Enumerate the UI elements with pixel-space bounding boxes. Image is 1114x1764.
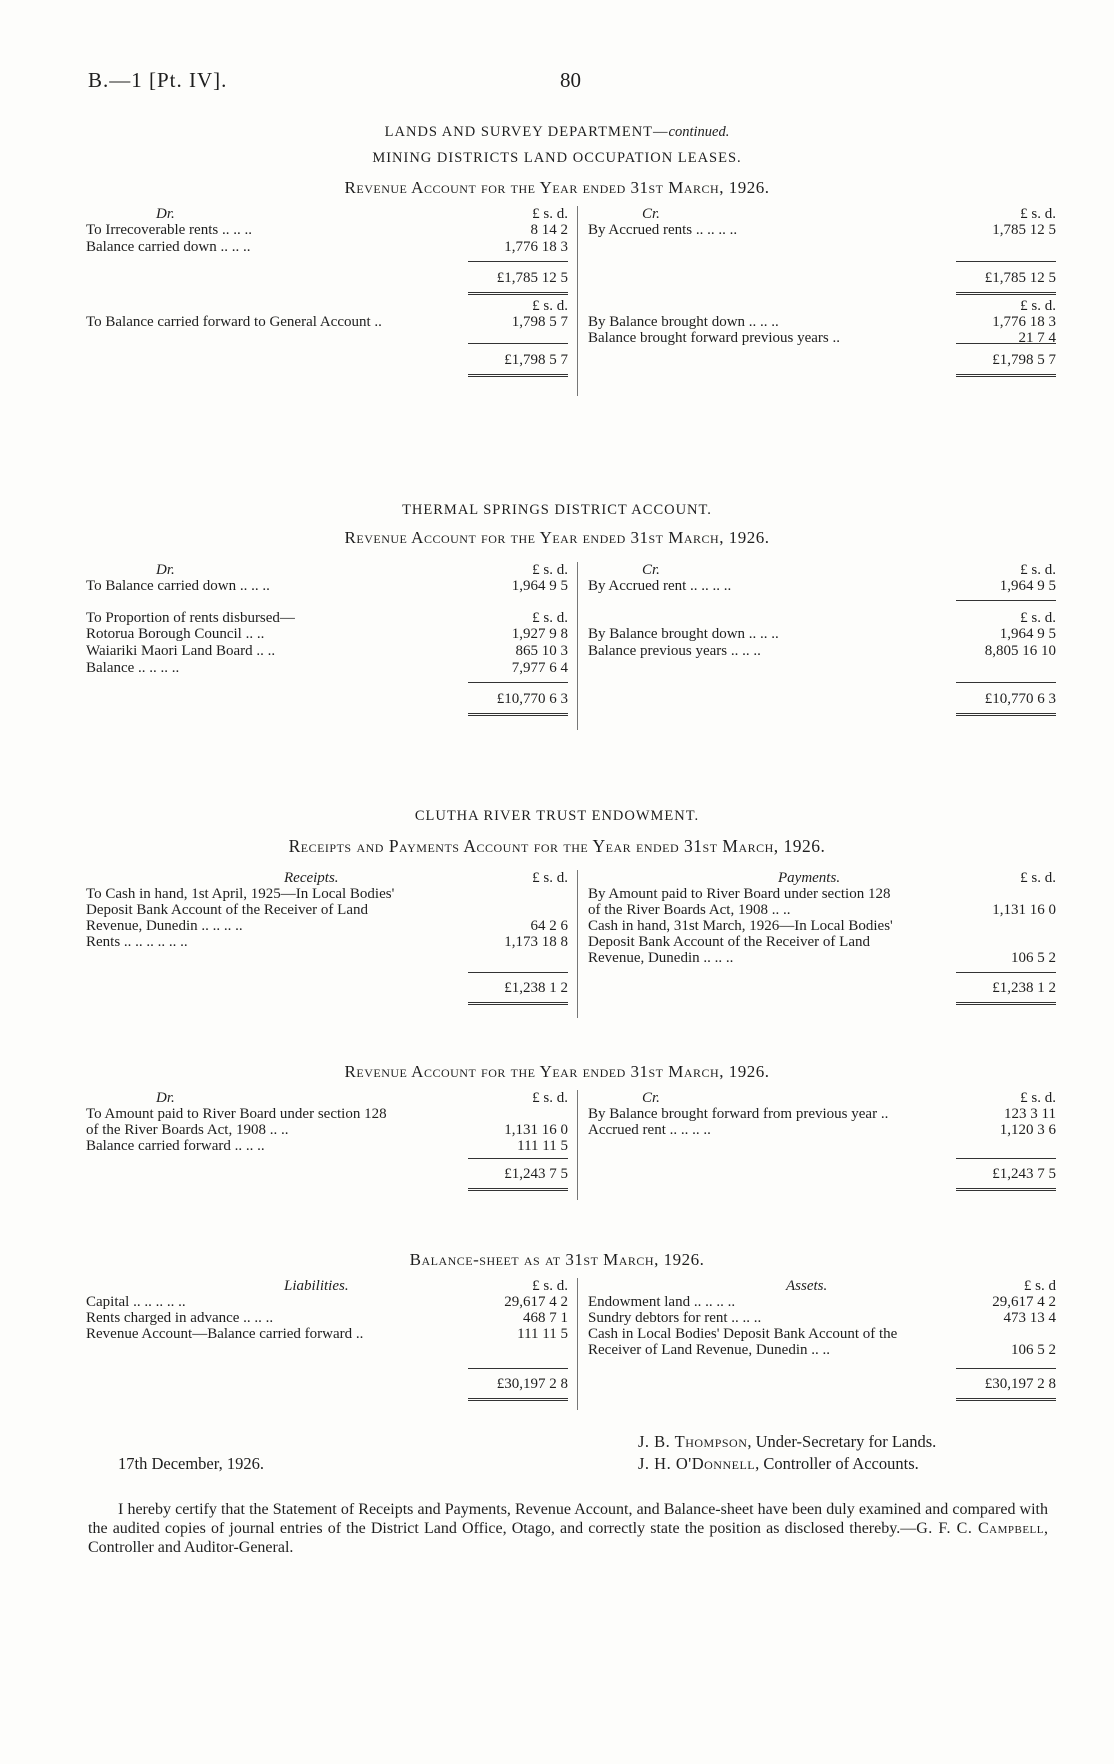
ledger-row	[86, 239, 568, 256]
row-amount: 21 7 4	[1018, 330, 1056, 346]
auditor-name: G. F. C. Campbell	[916, 1520, 1044, 1537]
total-row	[86, 270, 568, 287]
row-amount: 1,173 18 8	[504, 934, 568, 950]
ledger-row	[588, 1106, 1056, 1123]
total-row	[86, 980, 568, 997]
total-row	[588, 1376, 1056, 1393]
section-subtitle: Receipts and Payments Account for the Year ended 31st March, 1926.	[288, 836, 826, 856]
total-amount: £1,785 12 5	[984, 270, 1056, 286]
row-amount: 1,131 16 0	[504, 1122, 568, 1138]
row-label: By Balance brought forward from previous year ..	[588, 1106, 889, 1122]
signatory-title: , Controller of Accounts.	[755, 1454, 919, 1473]
ledger-row	[588, 222, 1056, 239]
row-label: Deposit Bank Account of the Receiver of Land	[86, 902, 368, 918]
row-label: To Irrecoverable rents .. .. ..	[86, 222, 252, 238]
row-amount: 1,964 9 5	[999, 578, 1056, 594]
ledger-row	[588, 918, 1056, 935]
ledger-row	[588, 578, 1056, 595]
row-label: Endowment land .. .. .. ..	[588, 1294, 736, 1310]
row-label: By Balance brought down .. .. ..	[588, 314, 779, 330]
row-label: To Balance carried down .. .. ..	[86, 578, 270, 594]
signatory-name: J. H. O'Donnell	[638, 1454, 756, 1473]
department-heading	[0, 124, 1114, 141]
ledger-row	[86, 643, 568, 660]
account-table	[86, 562, 1056, 730]
currency-columns: £ s. d.	[532, 1278, 568, 1294]
double-rule	[468, 713, 568, 716]
row-amount: 111 11 5	[517, 1326, 568, 1342]
section-subtitle: Revenue Account for the Year ended 31st March, 1926.	[344, 1062, 770, 1081]
row-label: of the River Boards Act, 1908 .. ..	[86, 1122, 289, 1138]
ledger-row	[588, 950, 1056, 967]
row-amount: 64 2 6	[530, 918, 568, 934]
ledger-row	[588, 1122, 1056, 1139]
continued-label: continued.	[668, 124, 730, 140]
document-date: 17th December, 1926.	[118, 1454, 264, 1473]
row-label: Waiariki Maori Land Board .. ..	[86, 643, 276, 659]
row-label: By Accrued rents .. .. .. ..	[588, 222, 738, 238]
total-row	[86, 1376, 568, 1393]
currency-columns: £ s. d.	[532, 610, 568, 626]
row-label: Cash in hand, 31st March, 1926—In Local Bodies'	[588, 918, 893, 934]
row-amount: 473 13 4	[1003, 1310, 1056, 1326]
double-rule	[468, 374, 568, 377]
section-title: MINING DISTRICTS LAND OCCUPATION LEASES.	[372, 150, 742, 166]
row-label: Capital .. .. .. .. ..	[86, 1294, 186, 1310]
total-row	[588, 270, 1056, 287]
row-amount: 29,617 4 2	[992, 1294, 1056, 1310]
currency-columns: £ s. d.	[1020, 610, 1056, 626]
row-label: Balance previous years .. .. ..	[588, 643, 761, 659]
row-label: Rents .. .. .. .. .. ..	[86, 934, 188, 950]
total-row	[86, 352, 568, 369]
row-amount: 106 5 2	[1011, 950, 1056, 966]
ledger-row	[86, 1294, 568, 1311]
row-amount: 1,964 9 5	[511, 578, 568, 594]
ledger-row	[86, 886, 568, 903]
total-amount: £1,238 1 2	[992, 980, 1056, 996]
row-label: By Amount paid to River Board under section 128	[588, 886, 891, 902]
account-table	[86, 1090, 1056, 1200]
row-label: Balance brought forward previous years ..	[588, 330, 840, 346]
column-divider	[577, 1278, 578, 1410]
ledger-row	[588, 886, 1056, 903]
row-amount: 1,785 12 5	[992, 222, 1056, 238]
total-amount: £1,798 5 7	[992, 352, 1056, 368]
ledger-row	[86, 902, 568, 919]
row-amount: 1,120 3 6	[999, 1122, 1056, 1138]
total-amount: £10,770 6 3	[496, 691, 568, 707]
ledger-row	[86, 314, 568, 331]
signatory-name: J. B. Thompson	[638, 1432, 748, 1451]
section-subtitle: Balance-sheet as at 31st March, 1926.	[409, 1250, 705, 1269]
row-label: Accrued rent .. .. .. ..	[588, 1122, 711, 1138]
ledger-row	[588, 1310, 1056, 1327]
double-rule	[468, 292, 568, 295]
row-label: Cash in Local Bodies' Deposit Bank Account of the	[588, 1326, 898, 1342]
rule	[468, 261, 568, 262]
section-title: CLUTHA RIVER TRUST ENDOWMENT.	[414, 808, 700, 824]
double-rule	[468, 1002, 568, 1005]
double-rule	[468, 1188, 568, 1191]
receipts-label: Receipts.	[284, 870, 339, 886]
section-subtitle: Revenue Account for the Year ended 31st March, 1926.	[344, 178, 770, 197]
ledger-row	[86, 1122, 568, 1139]
row-label: Rotorua Borough Council .. ..	[86, 626, 265, 642]
ledger-row	[86, 222, 568, 239]
rule	[956, 1158, 1056, 1159]
ledger-row	[86, 1138, 568, 1155]
row-label: To Balance carried forward to General Account ..	[86, 314, 382, 330]
row-label: Balance carried down .. .. ..	[86, 239, 251, 255]
row-amount: 29,617 4 2	[504, 1294, 568, 1310]
total-row	[588, 1166, 1056, 1183]
total-row	[86, 691, 568, 708]
row-label: Revenue Account—Balance carried forward ..	[86, 1326, 364, 1342]
row-amount: 1,776 18 3	[992, 314, 1056, 330]
auditor-title: , Controller and Auditor-General.	[88, 1520, 1048, 1556]
ledger-row	[588, 1294, 1056, 1311]
currency-columns: £ s. d.	[1020, 298, 1056, 314]
ledger-row	[588, 902, 1056, 919]
row-amount: 865 10 3	[515, 643, 568, 659]
balance-sheet-table	[86, 1278, 1056, 1410]
ledger-row	[86, 1310, 568, 1327]
double-rule	[956, 1398, 1056, 1401]
dr-label: Dr.	[156, 562, 175, 578]
rule	[468, 972, 568, 973]
double-rule	[956, 1002, 1056, 1005]
row-amount: 1,776 18 3	[504, 239, 568, 255]
row-amount: 7,977 6 4	[511, 660, 568, 676]
currency-columns: £ s. d.	[1020, 1090, 1056, 1106]
row-label: Deposit Bank Account of the Receiver of Land	[588, 934, 870, 950]
signatory-title: , Under-Secretary for Lands.	[747, 1432, 937, 1451]
row-label: Rents charged in advance .. .. ..	[86, 1310, 274, 1326]
ledger-row	[588, 934, 1056, 951]
column-divider	[577, 870, 578, 1018]
rule	[956, 972, 1056, 973]
cr-label: Cr.	[642, 206, 660, 222]
ledger-row	[86, 660, 568, 677]
total-row	[588, 691, 1056, 708]
ledger-row	[588, 1342, 1056, 1359]
ledger-row	[588, 626, 1056, 643]
ledger-row	[86, 610, 568, 627]
total-amount: £1,798 5 7	[504, 352, 568, 368]
double-rule	[956, 1188, 1056, 1191]
ledger-row	[588, 330, 1056, 347]
audit-certificate	[88, 1500, 1048, 1557]
row-label: To Cash in hand, 1st April, 1925—In Local Bodies'	[86, 886, 395, 902]
rule	[956, 261, 1056, 262]
page-reference: B.—1 [Pt. IV].	[88, 68, 228, 92]
ledger-row	[588, 314, 1056, 331]
rule	[468, 1368, 568, 1369]
double-rule	[956, 713, 1056, 716]
total-row	[588, 980, 1056, 997]
currency-columns: £ s. d.	[532, 870, 568, 886]
account-table	[86, 870, 1056, 1018]
row-amount: 123 3 11	[1004, 1106, 1056, 1122]
column-divider	[577, 562, 578, 730]
rule	[956, 600, 1056, 601]
currency-columns: £ s. d.	[1020, 206, 1056, 222]
column-divider	[577, 206, 578, 396]
row-amount: 8 14 2	[530, 222, 568, 238]
ledger-row	[86, 918, 568, 935]
row-amount: 1,131 16 0	[992, 902, 1056, 918]
total-amount: £1,238 1 2	[504, 980, 568, 996]
row-label: Balance .. .. .. ..	[86, 660, 180, 676]
total-amount: £30,197 2 8	[496, 1376, 568, 1392]
page-number: 80	[560, 68, 581, 92]
row-amount: 1,927 9 8	[511, 626, 568, 642]
row-amount: 468 7 1	[523, 1310, 568, 1326]
cr-label: Cr.	[642, 1090, 660, 1106]
double-rule	[468, 1398, 568, 1401]
total-amount: £30,197 2 8	[984, 1376, 1056, 1392]
payments-label: Payments.	[778, 870, 841, 886]
dr-label: Dr.	[156, 1090, 175, 1106]
cr-label: Cr.	[642, 562, 660, 578]
row-label: of the River Boards Act, 1908 .. ..	[588, 902, 791, 918]
department-name: LANDS AND SURVEY DEPARTMENT—	[384, 124, 669, 140]
total-amount: £10,770 6 3	[984, 691, 1056, 707]
row-label: By Accrued rent .. .. .. ..	[588, 578, 732, 594]
dr-label: Dr.	[156, 206, 175, 222]
ledger-row	[588, 1326, 1056, 1343]
signature-line	[638, 1432, 936, 1452]
row-label: Sundry debtors for rent .. .. ..	[588, 1310, 762, 1326]
total-amount: £1,785 12 5	[496, 270, 568, 286]
rule	[468, 1158, 568, 1159]
signature-line	[638, 1454, 919, 1474]
rule	[956, 682, 1056, 683]
double-rule	[956, 292, 1056, 295]
row-label: Revenue, Dunedin .. .. ..	[588, 950, 734, 966]
section-subtitle: Revenue Account for the Year ended 31st March, 1926.	[344, 528, 770, 547]
currency-columns: £ s. d.	[532, 206, 568, 222]
double-rule	[956, 374, 1056, 377]
currency-columns: £ s. d.	[532, 298, 568, 314]
ledger-row	[86, 934, 568, 951]
row-amount: 1,964 9 5	[999, 626, 1056, 642]
assets-label: Assets.	[786, 1278, 828, 1294]
currency-columns: £ s. d.	[1020, 870, 1056, 886]
rule	[468, 343, 568, 344]
ledger-row	[86, 626, 568, 643]
column-divider	[577, 1090, 578, 1200]
row-amount: 1,798 5 7	[511, 314, 568, 330]
rule	[468, 682, 568, 683]
certificate-text: I hereby certify that the Statement of Receipts and Payments, Revenue Account, and Balance-sheet have been duly examined and compared with the audited copies of journal entries of the District Land Office, Otago, and correctly state the position as disclosed thereby.—	[88, 1501, 1048, 1537]
account-table	[86, 206, 1056, 396]
ledger-row	[86, 578, 568, 595]
row-label: To Proportion of rents disbursed—	[86, 610, 295, 626]
liabilities-label: Liabilities.	[284, 1278, 349, 1294]
row-label: Revenue, Dunedin .. .. .. ..	[86, 918, 243, 934]
ledger-row	[86, 1326, 568, 1343]
rule	[956, 343, 1056, 344]
currency-columns: £ s. d.	[532, 1090, 568, 1106]
section-title: THERMAL SPRINGS DISTRICT ACCOUNT.	[402, 502, 712, 518]
total-row	[588, 352, 1056, 369]
currency-columns: £ s. d.	[532, 562, 568, 578]
currency-columns: £ s. d.	[1020, 562, 1056, 578]
ledger-row	[86, 1106, 568, 1123]
row-label: To Amount paid to River Board under section 128	[86, 1106, 387, 1122]
rule	[956, 1368, 1056, 1369]
row-label: Receiver of Land Revenue, Dunedin .. ..	[588, 1342, 830, 1358]
total-amount: £1,243 7 5	[992, 1166, 1056, 1182]
ledger-row	[588, 643, 1056, 660]
row-amount: 106 5 2	[1011, 1342, 1056, 1358]
row-label: Balance carried forward .. .. ..	[86, 1138, 265, 1154]
row-amount: 8,805 16 10	[984, 643, 1056, 659]
total-row	[86, 1166, 568, 1183]
row-amount: 111 11 5	[517, 1138, 568, 1154]
total-amount: £1,243 7 5	[504, 1166, 568, 1182]
row-label: By Balance brought down .. .. ..	[588, 626, 779, 642]
currency-columns: £ s. d	[1023, 1278, 1056, 1294]
